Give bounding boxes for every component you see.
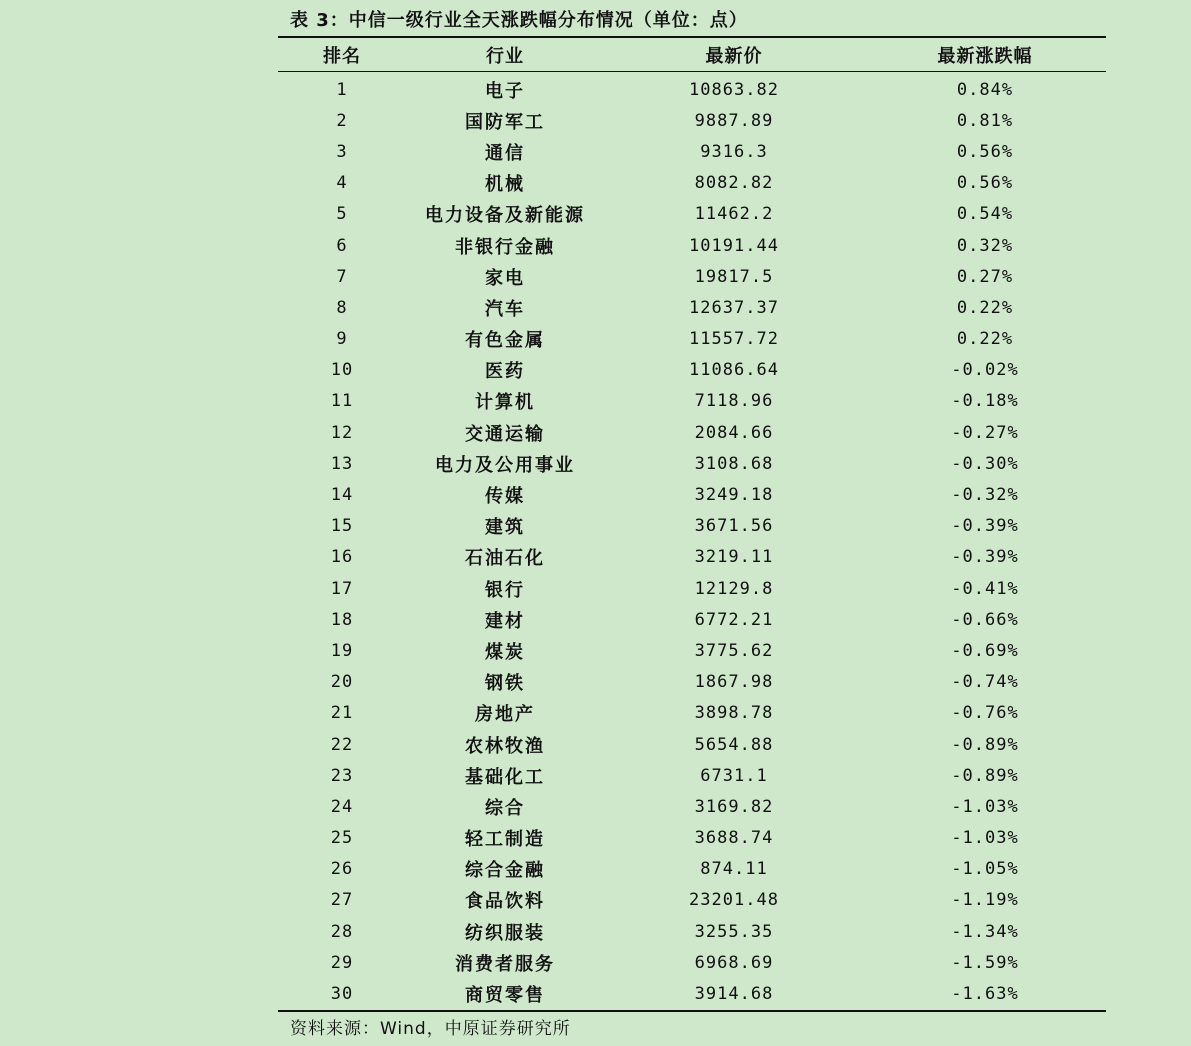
rank-cell: 1 [336, 79, 348, 100]
rank-cell: 10 [330, 360, 354, 381]
change-cell: -1.05% [951, 859, 1019, 880]
price-cell: 5654.88 [694, 734, 774, 755]
industry-cell: 传媒 [485, 486, 525, 508]
rank-cell: 28 [330, 921, 354, 942]
change-cell: -0.39% [951, 547, 1019, 568]
rank-cell: 22 [330, 734, 354, 755]
rank-cell: 23 [330, 765, 354, 786]
change-cell: 0.54% [956, 204, 1014, 225]
table-row [278, 542, 1106, 573]
industry-cell: 轻工制造 [465, 829, 545, 851]
rank-cell: 29 [330, 952, 354, 973]
rank-cell: 14 [330, 485, 354, 506]
table-caption: 表 3：中信一级行业全天涨跌幅分布情况（单位：点） [290, 10, 748, 31]
change-cell: -0.27% [951, 422, 1019, 443]
change-cell: -1.03% [951, 796, 1019, 817]
table-row [278, 324, 1106, 355]
table-row [278, 230, 1106, 261]
rank-cell: 30 [330, 984, 354, 1005]
price-cell: 3249.18 [694, 485, 774, 506]
table-row [278, 791, 1106, 822]
table-body [278, 72, 1106, 1010]
rank-cell: 17 [330, 578, 354, 599]
header-latest-change: 最新涨跌幅 [864, 38, 1106, 72]
table-row [278, 667, 1106, 698]
table-row [278, 511, 1106, 542]
rank-cell: 6 [336, 235, 348, 256]
header-row [278, 38, 1106, 72]
table-row [278, 292, 1106, 323]
table-row [278, 698, 1106, 729]
industry-cell: 农林牧渔 [465, 735, 545, 757]
table-row [278, 635, 1106, 666]
price-cell: 12129.8 [694, 578, 774, 599]
change-cell: 0.81% [956, 110, 1014, 131]
rank-cell: 27 [330, 890, 354, 911]
change-cell: -0.76% [951, 703, 1019, 724]
change-cell: -0.02% [951, 360, 1019, 381]
price-cell: 2084.66 [694, 422, 774, 443]
rank-cell: 20 [330, 672, 354, 693]
industry-cell: 银行 [485, 579, 525, 601]
table-row [278, 573, 1106, 604]
price-cell: 10191.44 [689, 235, 779, 256]
industry-cell: 煤炭 [485, 641, 525, 663]
price-cell: 6968.69 [694, 952, 774, 973]
rank-cell: 15 [330, 516, 354, 537]
industry-cell: 消费者服务 [455, 953, 555, 975]
industry-cell: 汽车 [485, 298, 525, 320]
price-cell: 11086.64 [689, 360, 779, 381]
data-table [278, 38, 1106, 1010]
rank-cell: 3 [336, 141, 348, 162]
table-row [278, 729, 1106, 760]
price-cell: 3108.68 [694, 453, 774, 474]
industry-cell: 电子 [485, 80, 525, 102]
table-row [278, 604, 1106, 635]
industry-cell: 医药 [485, 361, 525, 383]
table-row [278, 386, 1106, 417]
industry-cell: 交通运输 [465, 423, 545, 445]
table-row [278, 885, 1106, 916]
industry-performance-table [278, 36, 1106, 1012]
industry-cell: 计算机 [475, 392, 535, 414]
change-cell: -0.39% [951, 516, 1019, 537]
industry-cell: 电力及公用事业 [435, 454, 575, 476]
table-row [278, 823, 1106, 854]
price-cell: 10863.82 [689, 79, 779, 100]
table-row [278, 978, 1106, 1009]
change-cell: 0.27% [956, 266, 1014, 287]
table-row [278, 854, 1106, 885]
price-cell: 19817.5 [694, 266, 774, 287]
rank-cell: 7 [336, 266, 348, 287]
price-cell: 3688.74 [694, 828, 774, 849]
table-row [278, 72, 1106, 106]
change-cell: -1.03% [951, 828, 1019, 849]
table-header [278, 38, 1106, 72]
price-cell: 1867.98 [694, 672, 774, 693]
table-row [278, 916, 1106, 947]
rank-cell: 18 [330, 609, 354, 630]
change-cell: -1.59% [951, 952, 1019, 973]
rank-cell: 4 [336, 173, 348, 194]
rank-cell: 26 [330, 859, 354, 880]
price-cell: 9887.89 [694, 110, 774, 131]
rank-cell: 9 [336, 329, 348, 350]
price-cell: 9316.3 [700, 141, 768, 162]
rank-cell: 16 [330, 547, 354, 568]
industry-cell: 建材 [485, 610, 525, 632]
rank-cell: 2 [336, 110, 348, 131]
industry-cell: 钢铁 [485, 673, 525, 695]
price-cell: 3898.78 [694, 703, 774, 724]
change-cell: -0.66% [951, 609, 1019, 630]
source-note: 资料来源：Wind，中原证券研究所 [290, 1019, 571, 1039]
change-cell: 0.56% [956, 141, 1014, 162]
change-cell: -0.69% [951, 640, 1019, 661]
change-cell: 0.22% [956, 329, 1014, 350]
industry-cell: 食品饮料 [465, 891, 545, 913]
industry-cell: 国防军工 [465, 111, 545, 133]
industry-cell: 电力设备及新能源 [425, 205, 585, 227]
price-cell: 6731.1 [700, 765, 768, 786]
table-row [278, 947, 1106, 978]
price-cell: 11462.2 [694, 204, 774, 225]
industry-cell: 非银行金融 [455, 236, 555, 258]
industry-cell: 房地产 [475, 704, 535, 726]
change-cell: -0.41% [951, 578, 1019, 599]
change-cell: -0.89% [951, 765, 1019, 786]
price-cell: 3255.35 [694, 921, 774, 942]
change-cell: -0.74% [951, 672, 1019, 693]
price-cell: 12637.37 [689, 297, 779, 318]
industry-cell: 有色金属 [465, 330, 545, 352]
change-cell: -0.89% [951, 734, 1019, 755]
change-cell: -0.18% [951, 391, 1019, 412]
price-cell: 23201.48 [689, 890, 779, 911]
header-latest-price: 最新价 [604, 38, 864, 72]
industry-cell: 综合金融 [465, 860, 545, 882]
header-industry: 行业 [406, 38, 604, 72]
table-row [278, 355, 1106, 386]
industry-cell: 商贸零售 [465, 985, 545, 1007]
rank-cell: 11 [330, 391, 354, 412]
change-cell: 0.56% [956, 173, 1014, 194]
rank-cell: 25 [330, 828, 354, 849]
change-cell: 0.32% [956, 235, 1014, 256]
rank-cell: 24 [330, 796, 354, 817]
change-cell: -1.19% [951, 890, 1019, 911]
price-cell: 874.11 [700, 859, 768, 880]
rank-cell: 21 [330, 703, 354, 724]
price-cell: 11557.72 [689, 329, 779, 350]
price-cell: 7118.96 [694, 391, 774, 412]
price-cell: 3671.56 [694, 516, 774, 537]
rank-cell: 13 [330, 453, 354, 474]
industry-cell: 机械 [485, 174, 525, 196]
industry-cell: 建筑 [485, 517, 525, 539]
table-row [278, 105, 1106, 136]
table-row [278, 760, 1106, 791]
industry-cell: 通信 [485, 142, 525, 164]
price-cell: 3219.11 [694, 547, 774, 568]
table-row [278, 261, 1106, 292]
industry-cell: 石油石化 [465, 548, 545, 570]
rank-cell: 19 [330, 640, 354, 661]
price-cell: 8082.82 [694, 173, 774, 194]
table-row [278, 168, 1106, 199]
price-cell: 6772.21 [694, 609, 774, 630]
price-cell: 3914.68 [694, 984, 774, 1005]
industry-cell: 基础化工 [465, 766, 545, 788]
table-row [278, 136, 1106, 167]
change-cell: -1.63% [951, 984, 1019, 1005]
price-cell: 3169.82 [694, 796, 774, 817]
change-cell: 0.22% [956, 297, 1014, 318]
price-cell: 3775.62 [694, 640, 774, 661]
change-cell: 0.84% [956, 79, 1014, 100]
industry-cell: 纺织服装 [465, 922, 545, 944]
rank-cell: 5 [336, 204, 348, 225]
header-rank: 排名 [278, 38, 406, 72]
change-cell: -0.30% [951, 453, 1019, 474]
table-row [278, 199, 1106, 230]
table-row [278, 417, 1106, 448]
change-cell: -0.32% [951, 485, 1019, 506]
rank-cell: 8 [336, 297, 348, 318]
table-row [278, 448, 1106, 479]
change-cell: -1.34% [951, 921, 1019, 942]
table-row [278, 479, 1106, 510]
rank-cell: 12 [330, 422, 354, 443]
industry-cell: 家电 [485, 267, 525, 289]
industry-cell: 综合 [485, 797, 525, 819]
